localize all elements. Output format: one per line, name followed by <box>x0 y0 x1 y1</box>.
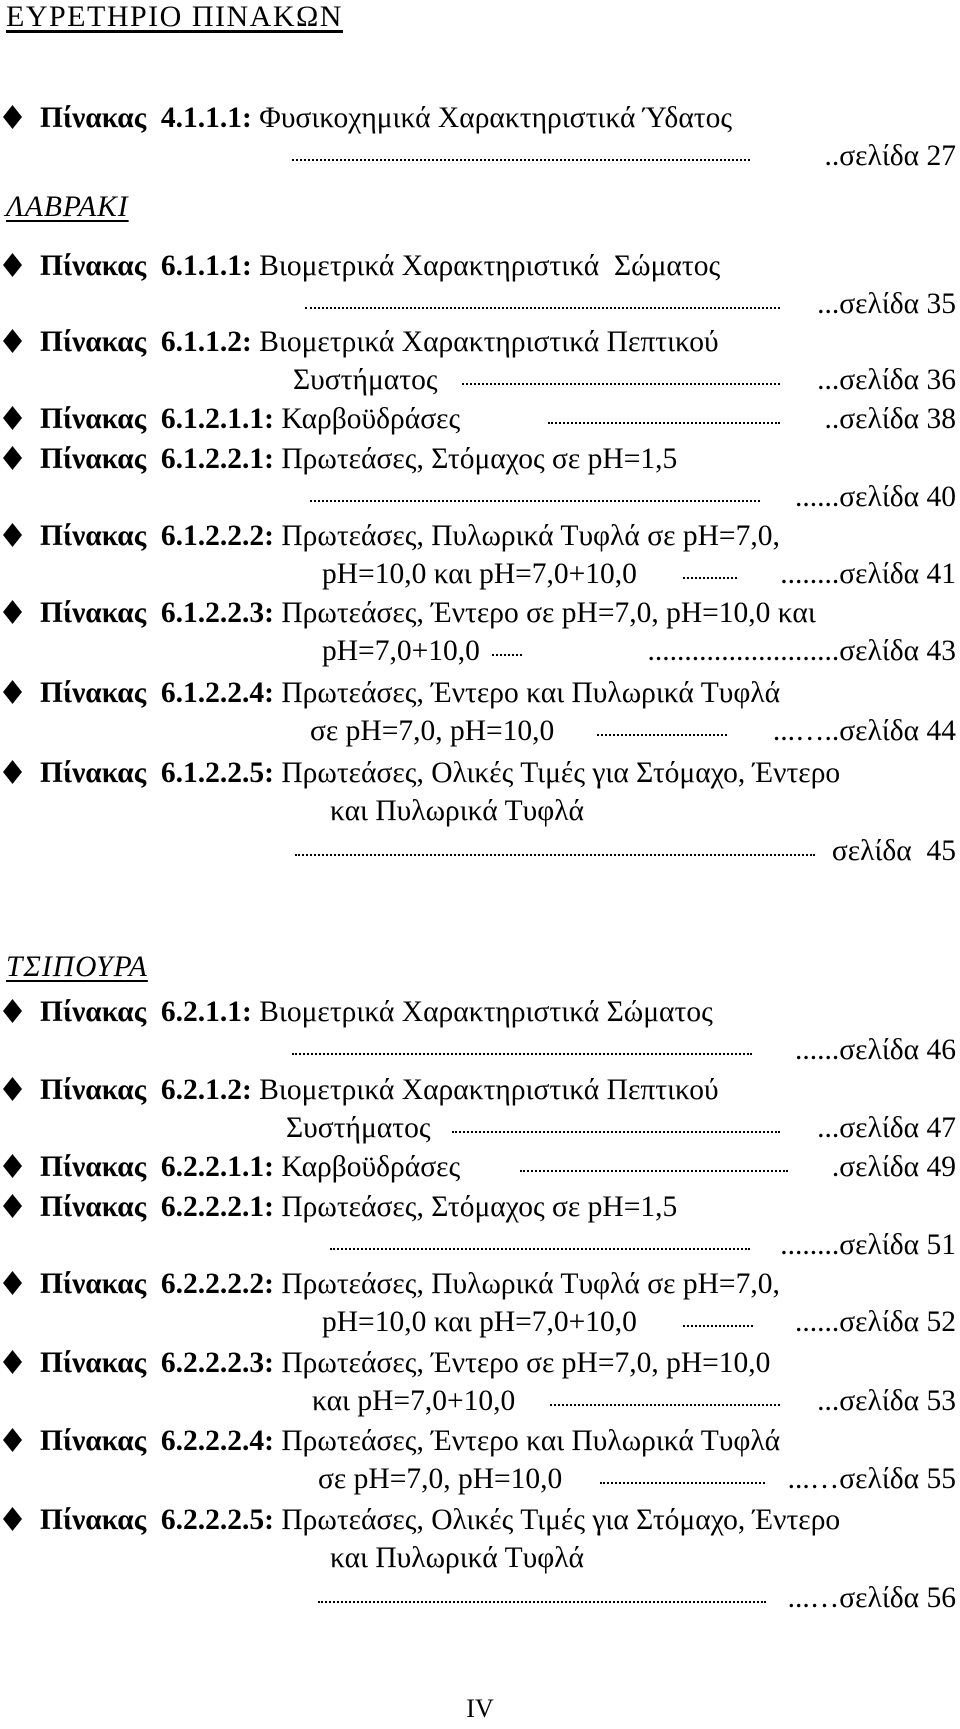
dot-leader <box>683 1325 753 1327</box>
table-caption: Πρωτεάσες, Ολικές Τιμές για Στόμαχο, Έντερο <box>274 757 841 789</box>
table-label: Πίνακας 6.2.2.2.5: <box>40 1504 274 1536</box>
table-label: Πίνακας 6.1.2.2.4: <box>40 677 274 709</box>
table-label: Πίνακας 6.2.1.1: <box>40 996 252 1028</box>
dot-leader <box>600 1482 765 1484</box>
dot-leader <box>305 307 780 309</box>
dot-leader <box>683 577 737 579</box>
diamond-bullet-icon <box>3 523 22 547</box>
dot-leader <box>550 1404 780 1406</box>
table-label: Πίνακας 6.2.1.2: <box>40 1074 252 1106</box>
dot-leader <box>492 654 522 656</box>
page-ref: ...σελίδα 35 <box>817 288 956 320</box>
dot-leader <box>295 854 815 856</box>
dot-leader <box>548 422 780 424</box>
table-caption: Πρωτεάσες, Στόμαχος σε pH=1,5 <box>274 443 678 475</box>
page-ref: ......σελίδα 40 <box>794 481 956 513</box>
table-label: Πίνακας 6.1.2.1.1: <box>40 403 274 435</box>
page-ref: ...…σελίδα 55 <box>787 1463 956 1495</box>
diamond-bullet-icon <box>3 406 22 430</box>
page-ref: ......σελίδα 46 <box>794 1034 956 1066</box>
page-ref: ...…σελίδα 56 <box>787 1582 956 1614</box>
dot-leader <box>318 1601 766 1603</box>
page-ref: ...…..σελίδα 44 <box>772 715 956 747</box>
table-caption: pH=10,0 και pH=7,0+10,0 <box>322 558 637 590</box>
table-caption: Συστήματος <box>286 1112 431 1144</box>
table-caption: Φυσικοχημικά Χαρακτηριστικά Ύδατος <box>251 102 733 134</box>
dot-leader <box>310 500 760 502</box>
dot-leader <box>520 1170 788 1172</box>
diamond-bullet-icon <box>3 105 22 129</box>
table-caption: Καρβοϋδράσες <box>274 1151 461 1183</box>
diamond-bullet-icon <box>3 1077 22 1101</box>
page-ref: ...σελίδα 47 <box>817 1112 956 1144</box>
diamond-bullet-icon <box>3 760 22 784</box>
table-label: Πίνακας 6.1.2.2.1: <box>40 443 274 475</box>
table-caption: Πρωτεάσες, Έντερο σε pH=7,0, pH=10,0 <box>274 1347 771 1379</box>
table-label: Πίνακας 6.2.2.2.2: <box>40 1268 274 1300</box>
diamond-bullet-icon <box>3 600 22 624</box>
table-label: Πίνακας 6.2.2.2.1: <box>40 1191 274 1223</box>
table-caption: Καρβοϋδράσες <box>274 403 461 435</box>
page-ref: ......σελίδα 52 <box>794 1306 956 1338</box>
dot-leader <box>292 159 750 161</box>
page-ref: σελίδα 45 <box>831 835 956 867</box>
page-ref: ..σελίδα 27 <box>824 140 956 172</box>
table-label: Πίνακας 6.1.2.2.2: <box>40 520 274 552</box>
diamond-bullet-icon <box>3 1350 22 1374</box>
table-caption: Πρωτεάσες, Πυλωρικά Τυφλά σε pH=7,0, <box>274 1268 780 1300</box>
dot-leader <box>292 1053 752 1055</box>
table-caption: Πρωτεάσες, Στόμαχος σε pH=1,5 <box>274 1191 678 1223</box>
table-label: Πίνακας 6.1.2.2.5: <box>40 757 274 789</box>
table-caption: Βιομετρικά Χαρακτηριστικά Πεπτικού <box>251 326 719 358</box>
diamond-bullet-icon <box>3 680 22 704</box>
page-title: ΕΥΡΕΤΗΡΙΟ ΠΙΝΑΚΩΝ <box>6 0 343 33</box>
page-ref: ..........................σελίδα 43 <box>647 635 956 667</box>
table-caption: Πρωτεάσες, Έντερο και Πυλωρικά Τυφλά <box>274 677 781 709</box>
diamond-bullet-icon <box>3 329 22 353</box>
table-label: Πίνακας 6.2.2.2.3: <box>40 1347 274 1379</box>
page-ref: ...σελίδα 53 <box>817 1385 956 1417</box>
table-caption: Συστήματος <box>293 364 438 396</box>
table-caption: Πρωτεάσες, Έντερο και Πυλωρικά Τυφλά <box>274 1425 781 1457</box>
page-ref: ...σελίδα 36 <box>817 364 956 396</box>
table-label: Πίνακας 6.2.2.1.1: <box>40 1151 274 1183</box>
diamond-bullet-icon <box>3 1428 22 1452</box>
table-caption: Πρωτεάσες, Πυλωρικά Τυφλά σε pH=7,0, <box>274 520 780 552</box>
table-caption: Πρωτεάσες, Έντερο σε pH=7,0, pH=10,0 και <box>274 597 816 629</box>
page-ref: ........σελίδα 51 <box>780 1229 956 1261</box>
table-caption: σε pH=7,0, pH=10,0 <box>310 715 555 747</box>
diamond-bullet-icon <box>3 446 22 470</box>
table-label: Πίνακας 6.1.1.1: <box>40 250 252 282</box>
table-caption: pH=10,0 και pH=7,0+10,0 <box>322 1306 637 1338</box>
table-label: Πίνακας 6.1.2.2.3: <box>40 597 274 629</box>
table-caption: και pH=7,0+10,0 <box>312 1385 516 1417</box>
page-ref: .σελίδα 49 <box>831 1151 956 1183</box>
diamond-bullet-icon <box>3 1154 22 1178</box>
dot-leader <box>462 383 780 385</box>
table-caption: σε pH=7,0, pH=10,0 <box>318 1463 563 1495</box>
section-heading-labraki: ΛΑΒΡΑΚΙ <box>6 191 129 223</box>
page-number: IV <box>466 1694 494 1723</box>
table-caption: Βιομετρικά Χαρακτηριστικά Σώματος <box>251 996 713 1028</box>
table-caption: Βιομετρικά Χαρακτηριστικά Πεπτικού <box>251 1074 719 1106</box>
table-caption: και Πυλωρικά Τυφλά <box>330 795 584 827</box>
table-label: Πίνακας 6.1.1.2: <box>40 326 252 358</box>
diamond-bullet-icon <box>3 253 22 277</box>
dot-leader <box>330 1248 750 1250</box>
diamond-bullet-icon <box>3 999 22 1023</box>
table-caption: pH=7,0+10,0 <box>322 635 480 667</box>
dot-leader <box>597 734 727 736</box>
diamond-bullet-icon <box>3 1194 22 1218</box>
dot-leader <box>452 1131 780 1133</box>
page-ref: ..σελίδα 38 <box>824 403 956 435</box>
table-caption: Βιομετρικά Χαρακτηριστικά Σώματος <box>251 250 721 282</box>
table-caption: και Πυλωρικά Τυφλά <box>330 1542 584 1574</box>
diamond-bullet-icon <box>3 1507 22 1531</box>
diamond-bullet-icon <box>3 1271 22 1295</box>
section-heading-tsipoura: ΤΣΙΠΟΥΡΑ <box>6 951 148 983</box>
table-label: Πίνακας 4.1.1.1: <box>40 102 252 134</box>
page-ref: ........σελίδα 41 <box>780 558 956 590</box>
table-label: Πίνακας 6.2.2.2.4: <box>40 1425 274 1457</box>
table-caption: Πρωτεάσες, Ολικές Τιμές για Στόμαχο, Έντερο <box>274 1504 841 1536</box>
